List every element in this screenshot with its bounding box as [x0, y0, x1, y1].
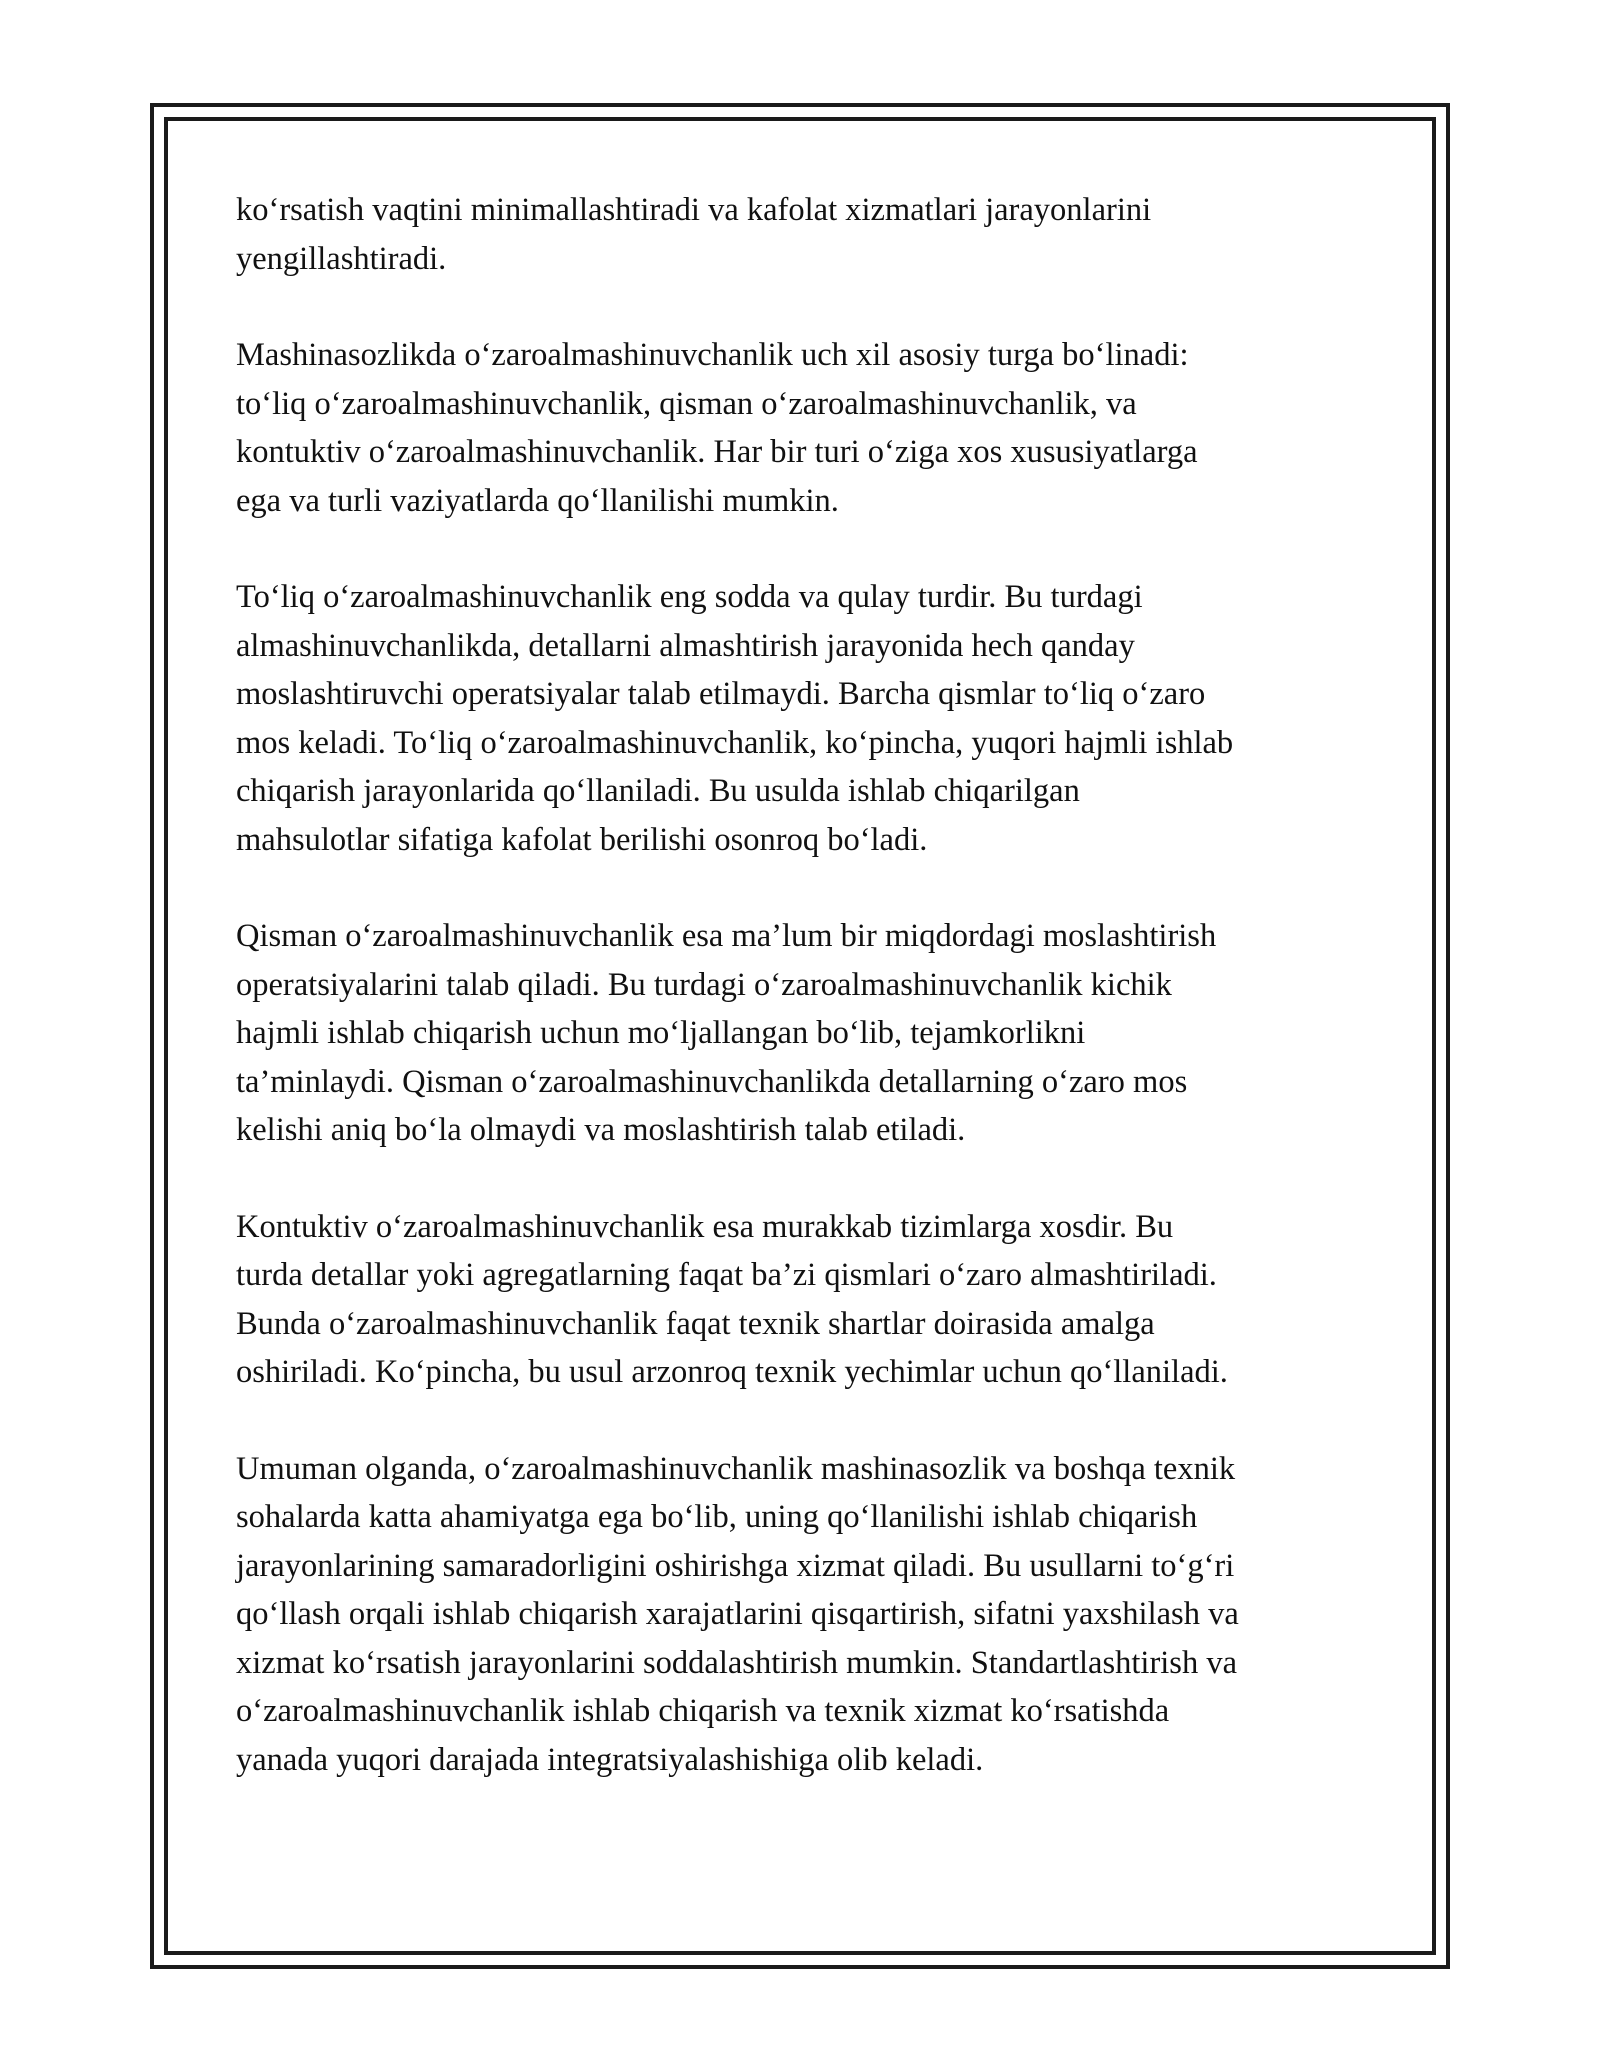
paragraph-line: Mashinasozlikda o‘zaroalmashinuvchanlik uch xil asosiy turga bo‘linadi: [236, 337, 1189, 373]
paragraph-line: qo‘llash orqali ishlab chiqarish xarajatlarini qisqartirish, sifatni yaxshilash va [236, 1596, 1239, 1632]
paragraph-5 [236, 1203, 1376, 1397]
paragraph-line: kelishi aniq bo‘la olmaydi va moslashtirish talab etiladi. [236, 1112, 966, 1148]
paragraph-4 [236, 912, 1376, 1155]
paragraph-line: ko‘rsatish vaqtini minimallashtiradi va kafolat xizmatlari jarayonlarini [236, 192, 1152, 228]
paragraph-6 [236, 1445, 1376, 1785]
paragraph-line: yanada yuqori darajada integratsiyalashishiga olib keladi. [236, 1741, 984, 1778]
paragraph-1 [236, 186, 1376, 283]
paragraph-3 [236, 573, 1376, 864]
paragraph-line: xizmat ko‘rsatish jarayonlarini soddalashtirish mumkin. Standartlashtirish va [236, 1644, 1237, 1681]
paragraph-line: Umuman olganda, o‘zaroalmashinuvchanlik mashinasozlik va boshqa texnik [236, 1450, 1236, 1487]
paragraph-line: To‘liq o‘zaroalmashinuvchanlik eng sodda va qulay turdir. Bu turdagi [236, 579, 1143, 615]
paragraph-line: moslashtiruvchi operatsiyalar talab etilmaydi. Barcha qismlar to‘liq o‘zaro [236, 676, 1206, 712]
paragraph-line: operatsiyalarini talab qiladi. Bu turdagi o‘zaroalmashinuvchanlik kichik [236, 966, 1172, 1003]
paragraph-line: almashinuvchanlikda, detallarni almashtirish jarayonida hech qanday [236, 627, 1135, 664]
paragraph-line: hajmli ishlab chiqarish uchun mo‘ljallangan bo‘lib, tejamkorlikni [236, 1015, 1086, 1051]
paragraph-line: chiqarish jarayonlarida qo‘llaniladi. Bu usulda ishlab chiqarilgan [236, 773, 1080, 809]
paragraph-line: ta’minlaydi. Qisman o‘zaroalmashinuvchanlikda detallarning o‘zaro mos [236, 1063, 1188, 1100]
paragraph-line: turda detallar yoki agregatlarning faqat ba’zi qismlari o‘zaro almashtiriladi. [236, 1257, 1217, 1293]
paragraph-line: o‘zaroalmashinuvchanlik ishlab chiqarish va texnik xizmat ko‘rsatishda [236, 1693, 1170, 1729]
paragraph-line: mahsulotlar sifatiga kafolat berilishi osonroq bo‘ladi. [236, 821, 928, 858]
paragraph-line: Qisman o‘zaroalmashinuvchanlik esa ma’lum bir miqdordagi moslashtirish [236, 918, 1217, 954]
paragraph-line: kontuktiv o‘zaroalmashinuvchanlik. Har bir turi o‘ziga xos xususiyatlarga [236, 434, 1198, 470]
paragraph-line: to‘liq o‘zaroalmashinuvchanlik, qisman o‘zaroalmashinuvchanlik, va [236, 385, 1137, 422]
paragraph-line: mos keladi. To‘liq o‘zaroalmashinuvchanlik, ko‘pincha, yuqori hajmli ishlab [236, 724, 1234, 761]
paragraph-line: ega va turli vaziyatlarda qo‘llanilishi mumkin. [236, 482, 839, 519]
paragraph-line: oshiriladi. Ko‘pincha, bu usul arzonroq texnik yechimlar uchun qo‘llaniladi. [236, 1354, 1228, 1390]
document-body [236, 186, 1376, 1832]
paragraph-line: yengillashtiradi. [236, 240, 447, 277]
paragraph-line: jarayonlarining samaradorligini oshirishga xizmat qiladi. Bu usullarni to‘g‘ri [236, 1547, 1235, 1584]
paragraph-line: Bunda o‘zaroalmashinuvchanlik faqat texnik shartlar doirasida amalga [236, 1305, 1155, 1342]
paragraph-line: sohalarda katta ahamiyatga ega bo‘lib, uning qo‘llanilishi ishlab chiqarish [236, 1499, 1198, 1535]
paragraph-line: Kontuktiv o‘zaroalmashinuvchanlik esa murakkab tizimlarga xosdir. Bu [236, 1208, 1174, 1245]
paragraph-2 [236, 331, 1376, 525]
